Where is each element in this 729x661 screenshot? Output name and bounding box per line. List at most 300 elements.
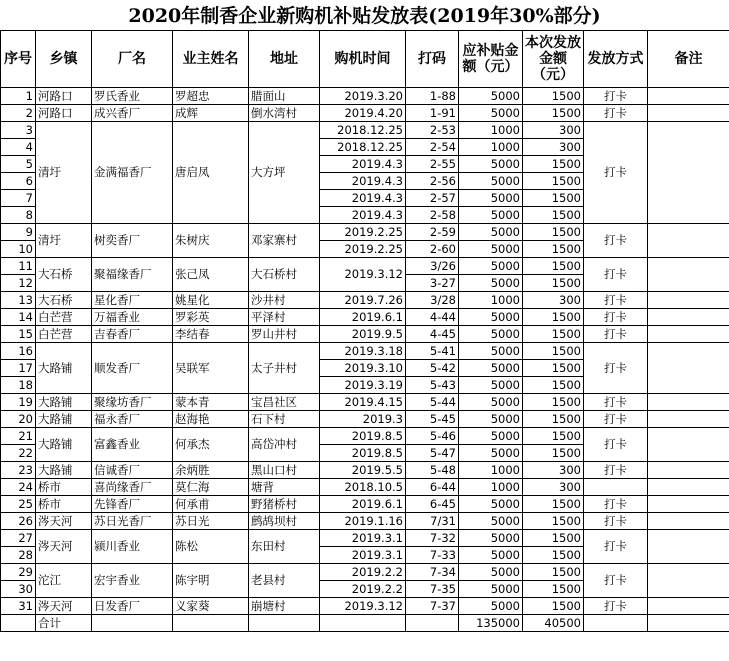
table-body (1, 88, 729, 632)
cell-seq: 7 (1, 190, 36, 207)
total-empty-address (249, 615, 320, 632)
cell-town: 涔天河 (36, 530, 92, 564)
cell-paid: 1500 (523, 224, 584, 241)
cell-due: 5000 (459, 241, 523, 258)
cell-seq: 16 (1, 343, 36, 360)
cell-date: 2019.3.20 (320, 88, 406, 105)
cell-code: 4-45 (406, 326, 459, 343)
cell-date: 2018.10.5 (320, 479, 406, 496)
cell-date: 2019.7.26 (320, 292, 406, 309)
cell-code: 5-44 (406, 394, 459, 411)
cell-town: 大路铺 (36, 411, 92, 428)
cell-seq: 12 (1, 275, 36, 292)
table-row (1, 292, 729, 309)
cell-town: 河路口 (36, 105, 92, 122)
cell-paid: 300 (523, 462, 584, 479)
cell-town: 大路铺 (36, 428, 92, 462)
total-empty-method (584, 615, 648, 632)
cell-due: 5000 (459, 411, 523, 428)
cell-paid: 1500 (523, 581, 584, 598)
cell-remark (648, 411, 729, 428)
cell-seq: 30 (1, 581, 36, 598)
cell-paid: 1500 (523, 428, 584, 445)
cell-code: 7-34 (406, 564, 459, 581)
cell-date: 2019.4.3 (320, 207, 406, 224)
cell-code: 5-41 (406, 343, 459, 360)
cell-town: 河路口 (36, 88, 92, 105)
cell-paid: 1500 (523, 445, 584, 462)
cell-due: 5000 (459, 207, 523, 224)
cell-owner: 何承甫 (173, 496, 249, 513)
cell-code: 5-42 (406, 360, 459, 377)
table-row (1, 411, 729, 428)
table-row (1, 326, 729, 343)
cell-town: 桥市 (36, 479, 92, 496)
cell-town: 大石桥 (36, 258, 92, 292)
cell-due: 5000 (459, 513, 523, 530)
header-address: 地址 (249, 31, 320, 88)
cell-seq: 22 (1, 445, 36, 462)
cell-date: 2019.4.3 (320, 156, 406, 173)
cell-town: 沱江 (36, 564, 92, 598)
cell-factory: 星化香厂 (92, 292, 173, 309)
cell-factory: 福永香厂 (92, 411, 173, 428)
cell-due: 1000 (459, 292, 523, 309)
cell-town: 大路铺 (36, 394, 92, 411)
cell-factory: 树奕香厂 (92, 224, 173, 258)
cell-town: 桥市 (36, 496, 92, 513)
cell-date: 2019.2.25 (320, 224, 406, 241)
cell-factory: 吉春香厂 (92, 326, 173, 343)
cell-method: 打卡 (584, 513, 648, 530)
cell-code: 2-54 (406, 139, 459, 156)
cell-code: 3/26 (406, 258, 459, 275)
cell-town: 清圩 (36, 224, 92, 258)
cell-code: 2-60 (406, 241, 459, 258)
cell-address: 石下村 (249, 411, 320, 428)
cell-code: 7/31 (406, 513, 459, 530)
cell-seq: 4 (1, 139, 36, 156)
cell-paid: 300 (523, 122, 584, 139)
cell-date: 2019.4.15 (320, 394, 406, 411)
cell-paid: 1500 (523, 411, 584, 428)
subsidy-table (0, 30, 729, 632)
cell-method: 打卡 (584, 530, 648, 564)
cell-owner: 义家葵 (173, 598, 249, 615)
cell-address: 宝昌社区 (249, 394, 320, 411)
cell-code: 4-44 (406, 309, 459, 326)
cell-paid: 1500 (523, 241, 584, 258)
cell-owner: 苏日光 (173, 513, 249, 530)
cell-method: 打卡 (584, 105, 648, 122)
cell-seq: 10 (1, 241, 36, 258)
cell-factory: 颍川香业 (92, 530, 173, 564)
cell-due: 1000 (459, 139, 523, 156)
cell-date: 2019.2.2 (320, 581, 406, 598)
cell-owner: 成辉 (173, 105, 249, 122)
total-due: 135000 (459, 615, 523, 632)
cell-owner: 罗超忠 (173, 88, 249, 105)
cell-code: 5-48 (406, 462, 459, 479)
cell-due: 5000 (459, 275, 523, 292)
cell-date: 2019.2.2 (320, 564, 406, 581)
cell-owner: 朱树庆 (173, 224, 249, 258)
cell-code: 1-91 (406, 105, 459, 122)
cell-address: 鹧鸪坝村 (249, 513, 320, 530)
cell-factory: 聚福缘香厂 (92, 258, 173, 292)
cell-owner: 张己凤 (173, 258, 249, 292)
cell-paid: 1500 (523, 105, 584, 122)
cell-remark (648, 258, 729, 292)
cell-address: 大石桥村 (249, 258, 320, 292)
cell-owner: 赵海艳 (173, 411, 249, 428)
cell-due: 5000 (459, 530, 523, 547)
cell-date: 2019.5.5 (320, 462, 406, 479)
cell-remark (648, 513, 729, 530)
cell-factory: 日发香厂 (92, 598, 173, 615)
cell-remark (648, 105, 729, 122)
cell-due: 5000 (459, 547, 523, 564)
cell-seq: 3 (1, 122, 36, 139)
cell-factory: 罗氏香业 (92, 88, 173, 105)
cell-due: 5000 (459, 88, 523, 105)
cell-town: 涔天河 (36, 598, 92, 615)
cell-factory: 苏日光香厂 (92, 513, 173, 530)
total-paid: 40500 (523, 615, 584, 632)
cell-remark (648, 343, 729, 394)
header-factory: 厂名 (92, 31, 173, 88)
table-row (1, 309, 729, 326)
cell-remark (648, 224, 729, 258)
cell-seq: 27 (1, 530, 36, 547)
cell-seq: 26 (1, 513, 36, 530)
cell-paid: 1500 (523, 343, 584, 360)
cell-code: 3-27 (406, 275, 459, 292)
table-row (1, 513, 729, 530)
cell-address: 太子井村 (249, 343, 320, 394)
cell-seq: 24 (1, 479, 36, 496)
cell-due: 5000 (459, 360, 523, 377)
total-row (1, 615, 729, 632)
cell-factory: 聚缘坊香厂 (92, 394, 173, 411)
cell-paid: 1500 (523, 173, 584, 190)
cell-paid: 1500 (523, 309, 584, 326)
cell-remark (648, 479, 729, 496)
table-row (1, 530, 729, 547)
cell-code: 2-55 (406, 156, 459, 173)
cell-code: 7-35 (406, 581, 459, 598)
cell-code: 2-58 (406, 207, 459, 224)
cell-seq: 15 (1, 326, 36, 343)
cell-owner: 何承杰 (173, 428, 249, 462)
cell-paid: 1500 (523, 275, 584, 292)
cell-code: 5-45 (406, 411, 459, 428)
cell-code: 2-57 (406, 190, 459, 207)
cell-method: 打卡 (584, 428, 648, 462)
cell-date: 2019.9.5 (320, 326, 406, 343)
cell-method: 打卡 (584, 258, 648, 292)
cell-due: 5000 (459, 394, 523, 411)
cell-seq: 20 (1, 411, 36, 428)
cell-remark (648, 309, 729, 326)
table-row (1, 224, 729, 241)
cell-method: 打卡 (584, 343, 648, 394)
total-empty-date (320, 615, 406, 632)
cell-due: 5000 (459, 156, 523, 173)
cell-factory: 顺发香厂 (92, 343, 173, 394)
table-row (1, 105, 729, 122)
table-row (1, 343, 729, 360)
total-label: 合计 (36, 615, 92, 632)
cell-address: 平泽村 (249, 309, 320, 326)
cell-seq: 18 (1, 377, 36, 394)
cell-seq: 17 (1, 360, 36, 377)
table-row (1, 462, 729, 479)
cell-seq: 11 (1, 258, 36, 275)
cell-owner: 唐启凤 (173, 122, 249, 224)
table-row (1, 598, 729, 615)
header-remark: 备注 (648, 31, 729, 88)
cell-date: 2019.3.12 (320, 598, 406, 615)
cell-factory: 万福香业 (92, 309, 173, 326)
cell-code: 7-37 (406, 598, 459, 615)
cell-method: 打卡 (584, 224, 648, 258)
cell-due: 5000 (459, 496, 523, 513)
cell-remark (648, 598, 729, 615)
cell-paid: 1500 (523, 547, 584, 564)
cell-address: 东田村 (249, 530, 320, 564)
cell-town: 白芒营 (36, 309, 92, 326)
cell-remark (648, 88, 729, 105)
header-seq: 序号 (1, 31, 36, 88)
cell-code: 5-43 (406, 377, 459, 394)
cell-method: 打卡 (584, 462, 648, 479)
cell-date: 2019.4.3 (320, 173, 406, 190)
cell-code: 5-47 (406, 445, 459, 462)
cell-paid: 1500 (523, 598, 584, 615)
cell-date: 2019.6.1 (320, 309, 406, 326)
cell-paid: 1500 (523, 360, 584, 377)
cell-method: 打卡 (584, 292, 648, 309)
cell-address: 塘背 (249, 479, 320, 496)
cell-paid: 300 (523, 292, 584, 309)
table-row (1, 428, 729, 445)
cell-code: 3/28 (406, 292, 459, 309)
cell-seq: 8 (1, 207, 36, 224)
cell-paid: 300 (523, 479, 584, 496)
cell-code: 2-59 (406, 224, 459, 241)
cell-date: 2019.3 (320, 411, 406, 428)
cell-remark (648, 394, 729, 411)
cell-address: 腊面山 (249, 88, 320, 105)
cell-remark (648, 564, 729, 598)
cell-paid: 1500 (523, 88, 584, 105)
cell-seq: 6 (1, 173, 36, 190)
cell-method: 打卡 (584, 496, 648, 513)
cell-remark (648, 326, 729, 343)
cell-code: 6-44 (406, 479, 459, 496)
cell-method: 打卡 (584, 564, 648, 598)
table-row (1, 88, 729, 105)
cell-date: 2019.4.20 (320, 105, 406, 122)
cell-seq: 25 (1, 496, 36, 513)
cell-date: 2019.3.18 (320, 343, 406, 360)
cell-date: 2019.3.1 (320, 547, 406, 564)
cell-factory: 喜尚缘香厂 (92, 479, 173, 496)
cell-due: 5000 (459, 564, 523, 581)
cell-seq: 19 (1, 394, 36, 411)
total-seq (1, 615, 36, 632)
cell-due: 5000 (459, 343, 523, 360)
table-row (1, 479, 729, 496)
cell-owner: 蒙本青 (173, 394, 249, 411)
cell-code: 6-45 (406, 496, 459, 513)
cell-seq: 23 (1, 462, 36, 479)
cell-due: 1000 (459, 462, 523, 479)
cell-date: 2019.8.5 (320, 428, 406, 445)
total-empty-remark (648, 615, 729, 632)
cell-paid: 1500 (523, 564, 584, 581)
cell-due: 1000 (459, 122, 523, 139)
cell-date: 2019.4.3 (320, 190, 406, 207)
cell-paid: 1500 (523, 190, 584, 207)
cell-due: 5000 (459, 598, 523, 615)
cell-code: 2-56 (406, 173, 459, 190)
cell-seq: 2 (1, 105, 36, 122)
cell-due: 5000 (459, 173, 523, 190)
cell-owner: 姚星化 (173, 292, 249, 309)
header-town: 乡镇 (36, 31, 92, 88)
table-row (1, 394, 729, 411)
cell-due: 5000 (459, 224, 523, 241)
cell-date: 2019.3.1 (320, 530, 406, 547)
total-empty-owner (173, 615, 249, 632)
cell-town: 清圩 (36, 122, 92, 224)
table-row (1, 122, 729, 139)
cell-code: 2-53 (406, 122, 459, 139)
cell-paid: 1500 (523, 496, 584, 513)
cell-paid: 1500 (523, 326, 584, 343)
header-code: 打码 (406, 31, 459, 88)
cell-due: 5000 (459, 190, 523, 207)
cell-paid: 1500 (523, 377, 584, 394)
cell-seq: 21 (1, 428, 36, 445)
cell-due: 5000 (459, 445, 523, 462)
cell-code: 7-32 (406, 530, 459, 547)
total-empty-code (406, 615, 459, 632)
cell-remark (648, 428, 729, 462)
cell-method: 打卡 (584, 394, 648, 411)
cell-seq: 31 (1, 598, 36, 615)
cell-remark (648, 462, 729, 479)
cell-address: 罗山井村 (249, 326, 320, 343)
cell-method: 打卡 (584, 88, 648, 105)
cell-due: 5000 (459, 428, 523, 445)
cell-seq: 28 (1, 547, 36, 564)
table-row (1, 258, 729, 275)
cell-factory: 金满福香厂 (92, 122, 173, 224)
cell-address: 倒水湾村 (249, 105, 320, 122)
cell-code: 5-46 (406, 428, 459, 445)
header-method: 发放方式 (584, 31, 648, 88)
cell-seq: 14 (1, 309, 36, 326)
cell-method: 打卡 (584, 309, 648, 326)
cell-method: 打卡 (584, 122, 648, 224)
cell-date: 2019.3.10 (320, 360, 406, 377)
cell-town: 大路铺 (36, 343, 92, 394)
cell-address: 黑山口村 (249, 462, 320, 479)
header-row (1, 31, 729, 88)
cell-code: 1-88 (406, 88, 459, 105)
cell-address: 老县村 (249, 564, 320, 598)
header-paid: 本次发放金额（元） (523, 31, 584, 88)
cell-factory: 信诚香厂 (92, 462, 173, 479)
cell-factory: 先锋香厂 (92, 496, 173, 513)
cell-date: 2019.3.12 (320, 258, 406, 292)
cell-remark (648, 530, 729, 564)
cell-date: 2019.8.5 (320, 445, 406, 462)
cell-owner: 莫仁海 (173, 479, 249, 496)
cell-owner: 李结春 (173, 326, 249, 343)
cell-owner: 陈宇明 (173, 564, 249, 598)
cell-paid: 1500 (523, 207, 584, 224)
cell-paid: 300 (523, 139, 584, 156)
cell-owner: 罗彩英 (173, 309, 249, 326)
cell-method (584, 479, 648, 496)
page-title: 2020年制香企业新购机补贴发放表(2019年30%部分) (128, 5, 601, 27)
cell-due: 5000 (459, 326, 523, 343)
cell-paid: 1500 (523, 258, 584, 275)
cell-method: 打卡 (584, 598, 648, 615)
cell-paid: 1500 (523, 394, 584, 411)
cell-due: 5000 (459, 377, 523, 394)
cell-date: 2019.2.25 (320, 241, 406, 258)
cell-town: 涔天河 (36, 513, 92, 530)
cell-town: 大石桥 (36, 292, 92, 309)
cell-seq: 1 (1, 88, 36, 105)
cell-paid: 1500 (523, 156, 584, 173)
cell-owner: 陈松 (173, 530, 249, 564)
cell-due: 5000 (459, 258, 523, 275)
cell-address: 沙井村 (249, 292, 320, 309)
cell-due: 5000 (459, 309, 523, 326)
cell-method: 打卡 (584, 326, 648, 343)
cell-factory: 宏宇香业 (92, 564, 173, 598)
cell-address: 高岱冲村 (249, 428, 320, 462)
cell-due: 5000 (459, 581, 523, 598)
cell-due: 1000 (459, 479, 523, 496)
cell-seq: 9 (1, 224, 36, 241)
cell-town: 大路铺 (36, 462, 92, 479)
cell-factory: 富鑫香业 (92, 428, 173, 462)
cell-date: 2019.3.19 (320, 377, 406, 394)
cell-factory: 成兴香厂 (92, 105, 173, 122)
cell-remark (648, 496, 729, 513)
cell-address: 野猪桥村 (249, 496, 320, 513)
cell-seq: 5 (1, 156, 36, 173)
cell-remark (648, 122, 729, 224)
table-row (1, 564, 729, 581)
cell-paid: 1500 (523, 513, 584, 530)
cell-seq: 13 (1, 292, 36, 309)
cell-address: 崩塘村 (249, 598, 320, 615)
header-date: 购机时间 (320, 31, 406, 88)
cell-method: 打卡 (584, 411, 648, 428)
cell-address: 大方坪 (249, 122, 320, 224)
cell-owner: 余炳胜 (173, 462, 249, 479)
cell-town: 白芒营 (36, 326, 92, 343)
cell-owner: 吴联军 (173, 343, 249, 394)
